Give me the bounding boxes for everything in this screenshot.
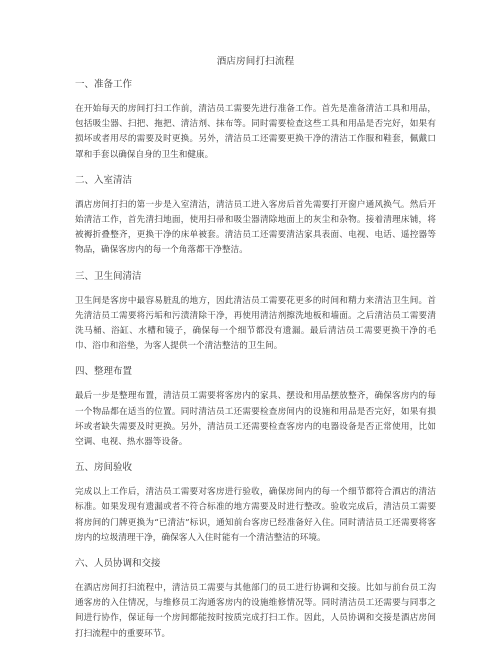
- section-paragraph: 最后一步是整理布置，清洁员工需要将客房内的家具、摆设和用品摆放整齐，确保客房内的每一个物品都在适当的位置。同时清洁员工还需要检查房间内的设施和用品是否完好，如果有损坏或者缺失需要及时更换。另外，清洁员工还需要检查客房内的电器设备是否正常使用，比如空调、电视、热水器等设备。: [75, 391, 436, 448]
- section-paragraph: 在酒店房间打扫流程中，清洁员工需要与其他部门的员工进行协调和交接。比如与前台员工沟通客房的入住情况，与维修员工沟通客房内的设施维修情况等。同时清洁员工还需要与同事之间进行协作，保证每一个房间都能按时按质完成打扫工作。因此，人员协调和交接是酒店房间打扫流程中的重要环节。: [75, 583, 436, 639]
- document-title: 酒店房间打扫流程: [216, 56, 295, 67]
- section-coordination: [75, 558, 436, 642]
- section-heading: 二、入室清洁: [75, 174, 133, 186]
- section-paragraph: 在开始每天的房间打扫工作前，清洁员工需要先进行准备工作。首先是准备清洁工具和用品，包括吸尘器、扫把、拖把、清洁剂、抹布等。同时需要检查这些工具和用品是否完好，如果有损坏或者用尽的需要及时更换。另外，清洁员工还需要更换干净的清洁工作服和鞋套，佩戴口罩和手套以确保自身的卫生和健康。: [75, 104, 436, 160]
- section-heading: 四、整理布置: [75, 366, 133, 378]
- section-heading: 一、准备工作: [75, 79, 133, 90]
- section-heading: 五、房间验收: [75, 462, 133, 474]
- section-paragraph: 完成以上工作后，清洁员工需要对客房进行验收，确保房间内的每一个细节都符合酒店的清洁标准。如果发现有遗漏或者不符合标准的地方需要及时进行整改。验收完成后，清洁员工需要将房间的门牌更换为“已清洁”标识，通知前台客房已经准备好入住。同时清洁员工还需要将客房内的垃圾清理干净，确保客人入住时能有一个清洁整洁的环境。: [75, 487, 436, 543]
- section-arrangement: [75, 366, 436, 450]
- section-paragraph: 酒店房间打扫的第一步是入室清洁，清洁员工进入客房后首先需要打开窗户通风换气。然后开始清洁工作，首先清扫地面，使用扫帚和吸尘器清除地面上的灰尘和杂物。接着清理床铺，将被褥折叠整齐，更换干净的床单被套。清洁员工还需要清洁家具表面、电视、电话、遥控器等物品，确保客房内的每一个角落都干净整洁。: [75, 199, 436, 256]
- section-inspection: [75, 462, 436, 546]
- section-room-cleaning: [75, 175, 436, 259]
- section-preparation: [75, 79, 436, 163]
- section-bathroom-cleaning: [75, 271, 436, 355]
- section-paragraph: 卫生间是客房中最容易脏乱的地方，因此清洁员工需要花更多的时间和精力来清洁卫生间。首先清洁员工需要将污垢和污渍清除干净，再使用清洁剂擦洗地板和墙面。之后清洁员工需要清洗马桶、浴缸、水槽和镜子，确保每一个细节都没有遗漏。最后清洁员工需要更换干净的毛巾、浴巾和浴垫，为客人提供一个清洁整洁的卫生间。: [75, 295, 436, 352]
- section-heading: 六、人员协调和交接: [75, 558, 161, 570]
- section-heading: 三、卫生间清洁: [75, 270, 142, 282]
